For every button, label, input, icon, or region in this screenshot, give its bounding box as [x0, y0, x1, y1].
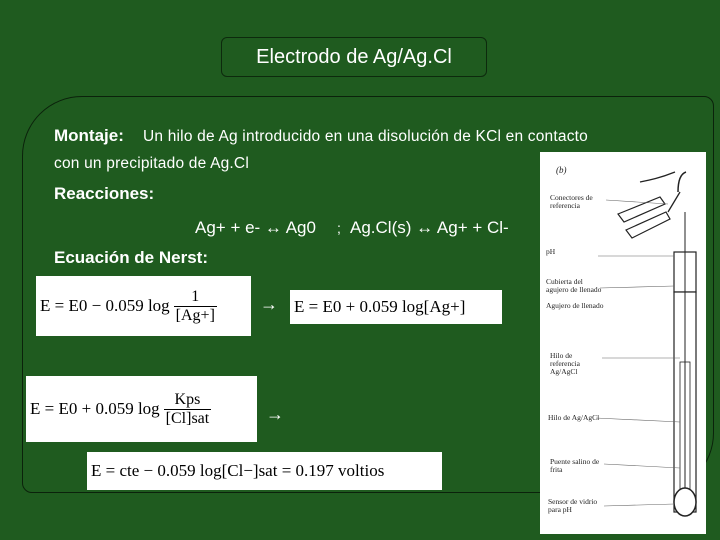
montaje-label: Montaje:: [54, 126, 124, 145]
diagram-label-sensor: Sensor de vidrio para pH: [548, 497, 598, 514]
diagram-label-hilo: Hilo de Ag/AgCl: [548, 413, 600, 422]
reaction-2: Ag.Cl(s) ↔ Ag+ + Cl-: [350, 218, 509, 237]
slide-title: [221, 37, 487, 77]
slide-title-text: Electrodo de Ag/Ag.Cl: [256, 45, 452, 68]
reaction-separator: ;: [337, 220, 341, 236]
equation-1: [36, 276, 251, 336]
equation-2: E = E0 + 0.059 log[Ag+]: [290, 290, 502, 324]
nerst-label: Ecuación de Nerst:: [54, 248, 208, 267]
diagram-label-cubierta: Cubierta del agujero de llenado: [546, 277, 602, 294]
equation-3-fraction: [164, 391, 212, 428]
diagram-label-agujero: Agujero de llenado: [546, 301, 604, 310]
montaje-line2: con un precipitado de Ag.Cl: [54, 155, 249, 172]
equation-3-denominator: [Cl]sat: [165, 409, 210, 427]
equation-1-left: E = E0 − 0.059 log: [40, 296, 170, 315]
reacciones-label: Reacciones:: [54, 184, 155, 203]
arrow-2: →: [266, 404, 284, 424]
equation-1-numerator: 1: [174, 288, 217, 307]
diagram-label-hilo-ref: Hilo de referencia Ag/AgCl: [550, 351, 580, 376]
diagram-tag: (b): [556, 165, 567, 175]
montaje-line1: Un hilo de Ag introducido en una disolución de KCl en contacto: [143, 128, 588, 145]
arrow-1: →: [260, 294, 278, 314]
equation-3: [26, 376, 257, 442]
equation-4: E = cte − 0.059 log[Cl−]sat = 0.197 voltios: [87, 452, 442, 490]
diagram-label-conectores: Conectores de referencia: [550, 193, 593, 210]
diagram-label-puente: Puente salino de frita: [550, 457, 600, 474]
equation-1-fraction: [174, 288, 217, 325]
equation-1-denominator: [Ag+]: [175, 306, 215, 324]
electrode-diagram: [540, 152, 706, 534]
equation-3-numerator: Kps: [164, 391, 212, 410]
diagram-label-ph: pH: [546, 247, 556, 256]
reaction-1: Ag+ + e- ↔ Ag0: [195, 218, 316, 237]
equation-3-left: E = E0 + 0.059 log: [30, 399, 160, 418]
